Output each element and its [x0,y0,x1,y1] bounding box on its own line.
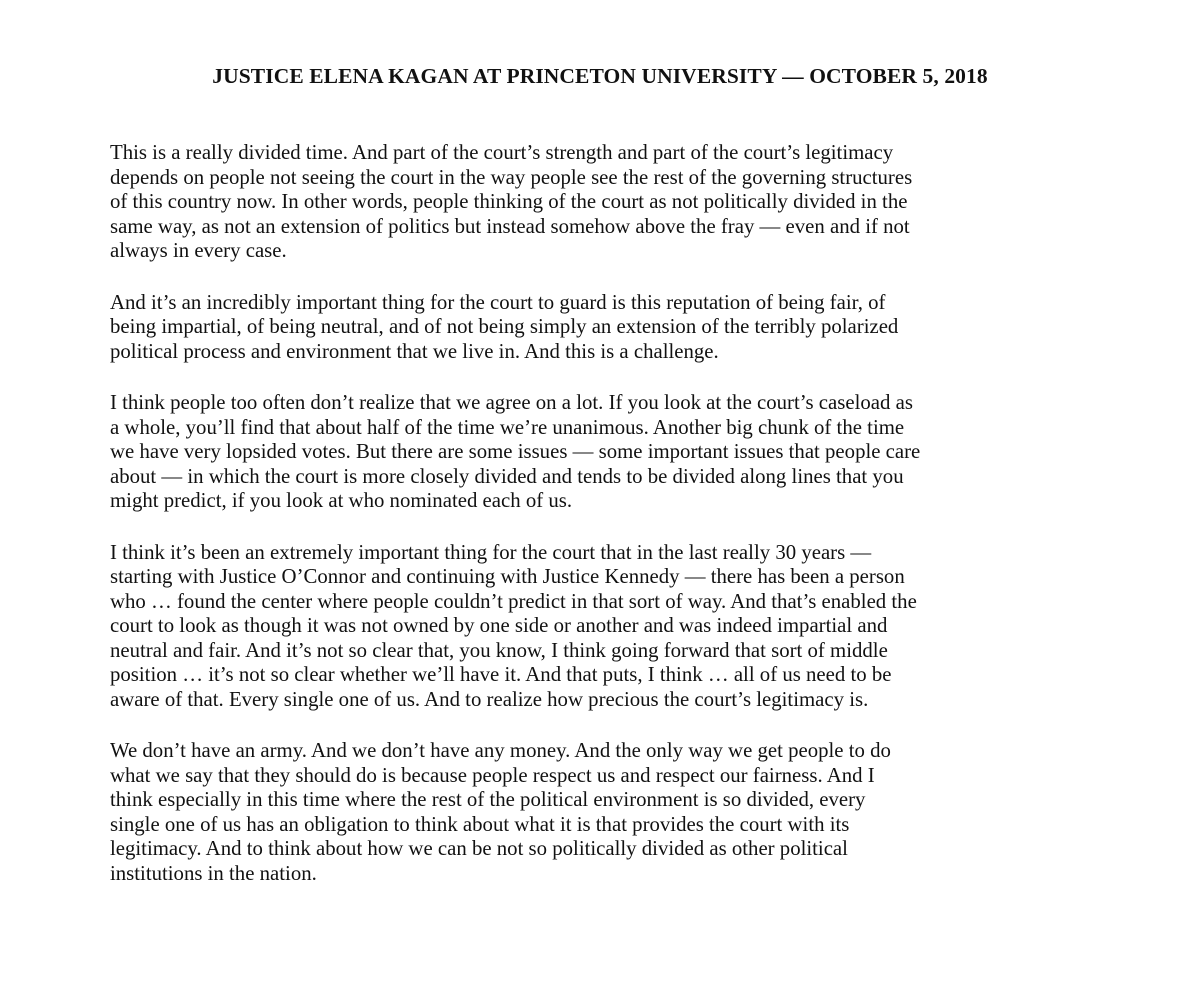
text-line: We don’t have an army. And we don’t have any money. And the only way we get people to do [110,739,891,762]
text-line: what we say that they should do is because people respect us and respect our fairness. And I [110,763,875,787]
text-line: of this country now. In other words, people thinking of the court as not politically divided in the [110,190,908,213]
text-line: court to look as though it was not owned by one side or another and was indeed impartial and [110,614,888,637]
text-line: a whole, you’ll find that about half of the time we’re unanimous. Another big chunk of the time [110,415,905,439]
document-body [110,141,1110,913]
paragraph-4 [110,541,1110,713]
text-line: position … it’s not so clear whether we’ll have it. And that puts, I think … all of us need to be [110,663,892,686]
text-line: might predict, if you look at who nominated each of us. [110,489,573,512]
text-line: starting with Justice O’Connor and continuing with Justice Kennedy — there has been a person [110,565,905,588]
text-line: neutral and fair. And it’s not so clear that, you know, I think going forward that sort of middle [110,638,888,662]
paragraph-3 [110,391,1110,514]
text-line: who … found the center where people couldn’t predict in that sort of way. And that’s enabled the [110,589,917,613]
text-line: I think people too often don’t realize that we agree on a lot. If you look at the court’s caseload as [110,391,913,414]
text-line: same way, as not an extension of politics but instead somehow above the fray — even and if not [110,214,910,238]
text-line: legitimacy. And to think about how we can be not so politically divided as other political [110,837,848,860]
text-line: institutions in the nation. [110,861,317,885]
paragraph-5 [110,739,1110,886]
document-title: JUSTICE ELENA KAGAN AT PRINCETON UNIVERSITY — OCTOBER 5, 2018 [212,64,988,88]
text-line: depends on people not seeing the court in the way people see the rest of the governing structures [110,165,913,189]
text-line: aware of that. Every single one of us. And to realize how precious the court’s legitimacy is. [110,687,869,711]
text-line: we have very lopsided votes. But there are some issues — some important issues that people care [110,440,921,463]
text-line: This is a really divided time. And part of the court’s strength and part of the court’s legitimacy [110,141,894,164]
paragraph-2 [110,291,1110,365]
text-line: And it’s an incredibly important thing for the court to guard is this reputation of being fair, of [110,290,886,314]
text-line: always in every case. [110,239,287,262]
text-line: I think it’s been an extremely important thing for the court that in the last really 30 years — [110,540,872,564]
text-line: think especially in this time where the rest of the political environment is so divided, every [110,788,866,811]
text-line: being impartial, of being neutral, and of not being simply an extension of the terribly polarized [110,315,899,338]
paragraph-1 [110,141,1110,264]
text-line: political process and environment that we live in. And this is a challenge. [110,339,719,363]
text-line: single one of us has an obligation to think about what it is that provides the court with its [110,812,850,836]
text-line: about — in which the court is more closely divided and tends to be divided along lines that you [110,464,904,488]
